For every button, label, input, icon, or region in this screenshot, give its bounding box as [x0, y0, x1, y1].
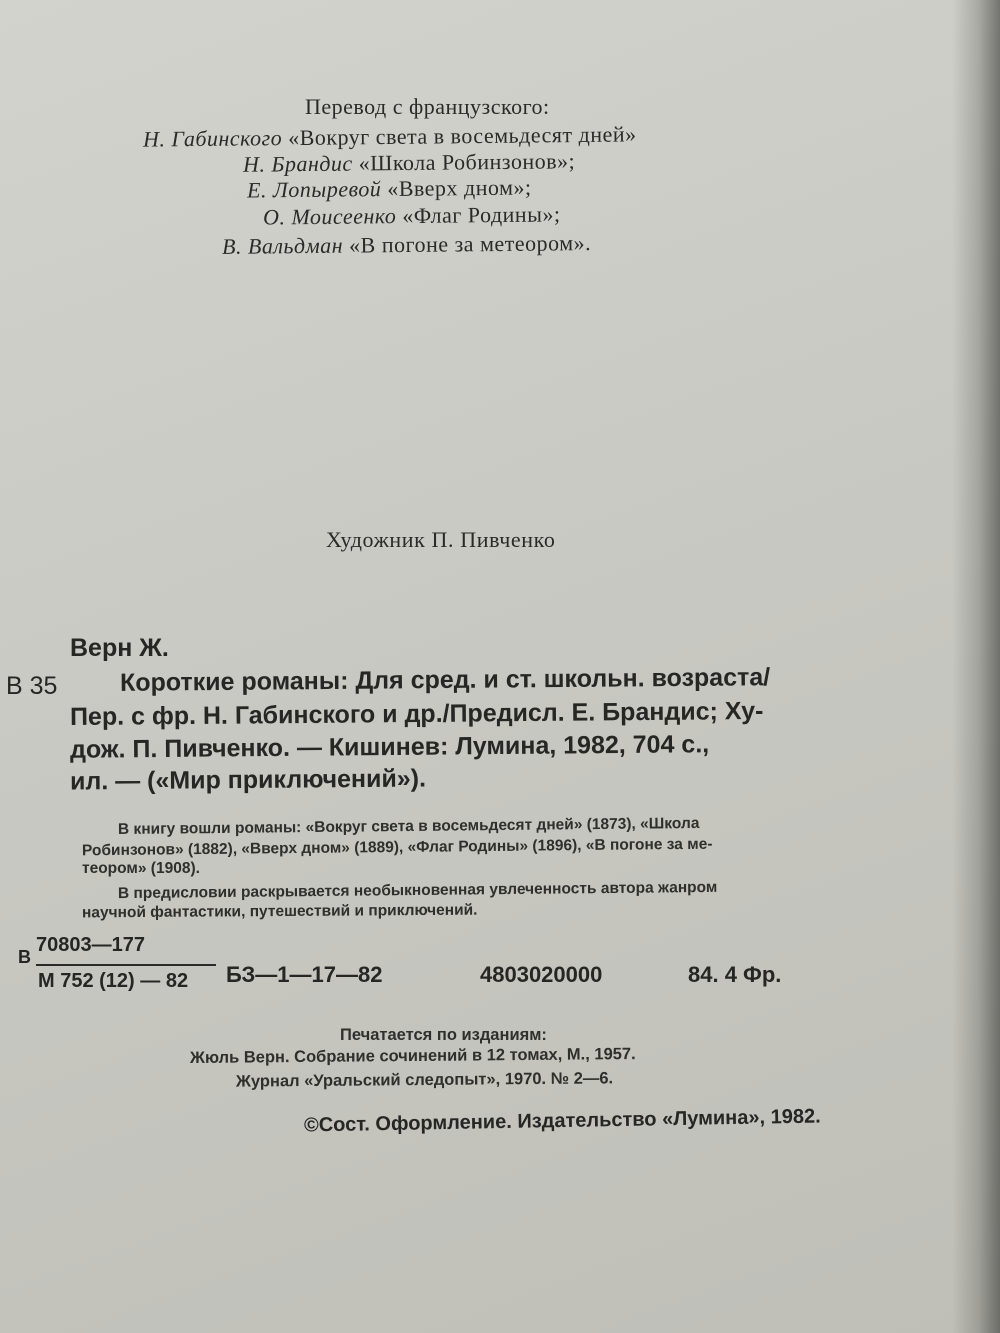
- catalog-line-3: дож. П. Пивченко. — Кишинев: Лумина, 1982, 704 с.,: [69, 730, 710, 764]
- catalog-author: Верн Ж.: [70, 634, 169, 662]
- translation-line-3: [247, 175, 532, 204]
- catalog-code: В 35: [6, 672, 58, 700]
- annotation-line-1: В книгу вошли романы: «Вокруг света в восемьдесят дней» (1873), «Школа: [117, 814, 700, 839]
- page-edge-shadow: [952, 0, 1000, 1333]
- annotation-line-5: научной фантастики, путешествий и приключений.: [81, 901, 478, 922]
- translator-name: Н. Брандис: [242, 150, 353, 177]
- translator-name: Е. Лопыревой: [246, 176, 382, 203]
- translator-name: Н. Габинского: [142, 125, 283, 152]
- artist-credit: Художник П. Пивченко: [326, 527, 556, 552]
- work-title: «Школа Робинзонов»;: [358, 148, 576, 176]
- translator-name: О. Моисеенко: [262, 203, 397, 230]
- code-denominator: М 752 (12) — 82: [38, 970, 189, 992]
- code-numerator: 70803—177: [36, 934, 145, 956]
- translation-heading: Перевод с французского:: [305, 94, 550, 119]
- annotation-line-2: Робинзонов» (1882), «Вверх дном» (1889), «Флаг Родины» (1896), «В погоне за ме-: [81, 835, 713, 860]
- printed-line-1: Жюль Верн. Собрание сочинений в 12 томах, М., 1957.: [189, 1045, 636, 1067]
- translation-line-2: [243, 148, 575, 177]
- code-class: 84. 4 Фр.: [688, 962, 782, 987]
- printed-line-2: Журнал «Уральский следопыт», 1970. № 2—6.: [235, 1069, 614, 1091]
- catalog-line-2: Пер. с фр. Н. Габинского и др./Предисл. Е. Брандис; Ху-: [69, 696, 764, 732]
- fraction-line: [36, 964, 216, 966]
- copyright-line: ©Сост. Оформление. Издательство «Лумина», 1982.: [303, 1105, 821, 1137]
- printed-heading: Печатается по изданиям:: [340, 1026, 547, 1044]
- translation-line-5: [222, 230, 591, 260]
- code-bz: БЗ—1—17—82: [226, 962, 383, 987]
- work-title: «Вверх дном»;: [387, 174, 532, 202]
- annotation-line-4: В предисловии раскрывается необыкновенная увлеченность автора жанром: [117, 878, 718, 903]
- work-title: «Флаг Родины»;: [402, 201, 561, 229]
- annotation-line-3: теором» (1908).: [82, 860, 200, 877]
- catalog-line-4: ил. — («Мир приключений»).: [69, 764, 427, 796]
- code-number: 4803020000: [480, 962, 603, 987]
- code-prefix: В: [18, 947, 31, 967]
- work-title: «В погоне за метеором».: [348, 230, 592, 258]
- translator-name: В. Вальдман: [221, 232, 344, 259]
- translation-line-4: [263, 201, 561, 230]
- work-title: «Вокруг света в восемьдесят дней»: [288, 121, 637, 151]
- catalog-line-1: Короткие романы: Для сред. и ст. школьн. возраста/: [119, 663, 771, 697]
